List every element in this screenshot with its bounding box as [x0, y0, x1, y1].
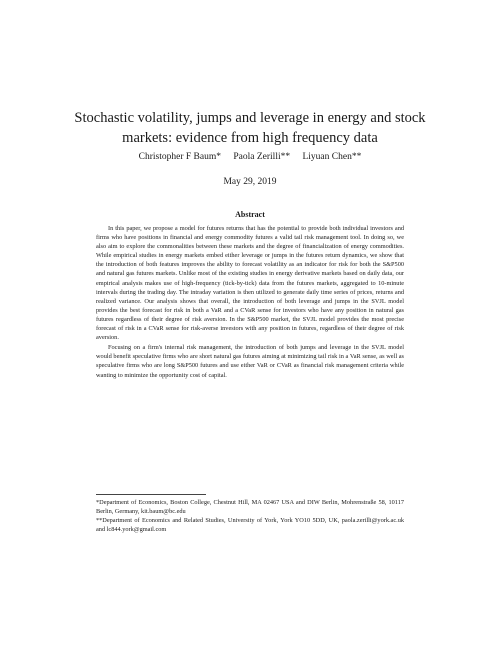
footnote: *Department of Economics, Boston College, Chestnut Hill, MA 02467 USA and DIW Berlin, Mohrenstraße 58, 10117 Berlin, Germany, kit.baum@bc.edu — [96, 499, 404, 516]
abstract-heading: Abstract — [235, 210, 265, 219]
abstract-body — [96, 224, 404, 380]
paper-date: May 29, 2019 — [223, 177, 277, 187]
abstract-paragraph: Focusing on a firm's internal risk management, the introduction of both jumps and leverage in the SVJL model would benefit speculative firms who are short natural gas futures aiming at minimizing tail risk in a VaR sense, as well as speculative firms who are long S&P500 futures and use either VaR or CVaR as financial risk management criteria while wanting to minimize the opportunity cost of capital. — [96, 344, 404, 379]
abstract-paragraph: In this paper, we propose a model for futures returns that has the potential to provide both individual investors and firms who have positions in financial and energy commodity futures a valid tail risk management tool. In doing so, we also aim to explore the commonalities between these markets and the degree of financialization of energy commodities. While empirical studies in energy markets embed either leverage or jumps in the futures return dynamics, we show that the introduction of both features improves the ability to forecast volatility as an indicator for risk for both the S&P500 and natural gas futures markets. Unlike most of the existing studies in energy derivative markets based on daily data, our empirical analysis makes use of high-frequency (tick-by-tick) data from the futures markets, aggregated to 10-minute intervals during the trading day. The intraday variation is then utilized to generate daily time series of prices, returns and realized variance. Our analysis shows that overall, the introduction of both leverage and jumps in the SVJL model provides the best forecast for risk in both a VaR and a CVaR sense for investors who have any position in natural gas futures regardless of their degree of risk aversion. In the S&P500 market, the SVJL model provides the most precise forecast of risk in a CVaR sense for risk-averse investors with any position in futures, regardless of their degree of risk aversion. — [96, 225, 404, 342]
footnotes — [96, 498, 404, 534]
footnote: **Department of Economics and Related Studies, University of York, York YO10 5DD, UK, paola.zerilli@york.ac.uk and lc844.york@gmail.com — [96, 517, 404, 534]
paper-title: Stochastic volatility, jumps and leverage in energy and stock markets: evidence from high frequency data — [74, 110, 426, 146]
author-name: Christopher F Baum* — [138, 152, 221, 162]
author-list — [60, 152, 440, 162]
author-name: Paola Zerilli** — [233, 152, 291, 162]
author-name: Liyuan Chen** — [302, 152, 362, 162]
footnote-rule — [96, 494, 206, 495]
